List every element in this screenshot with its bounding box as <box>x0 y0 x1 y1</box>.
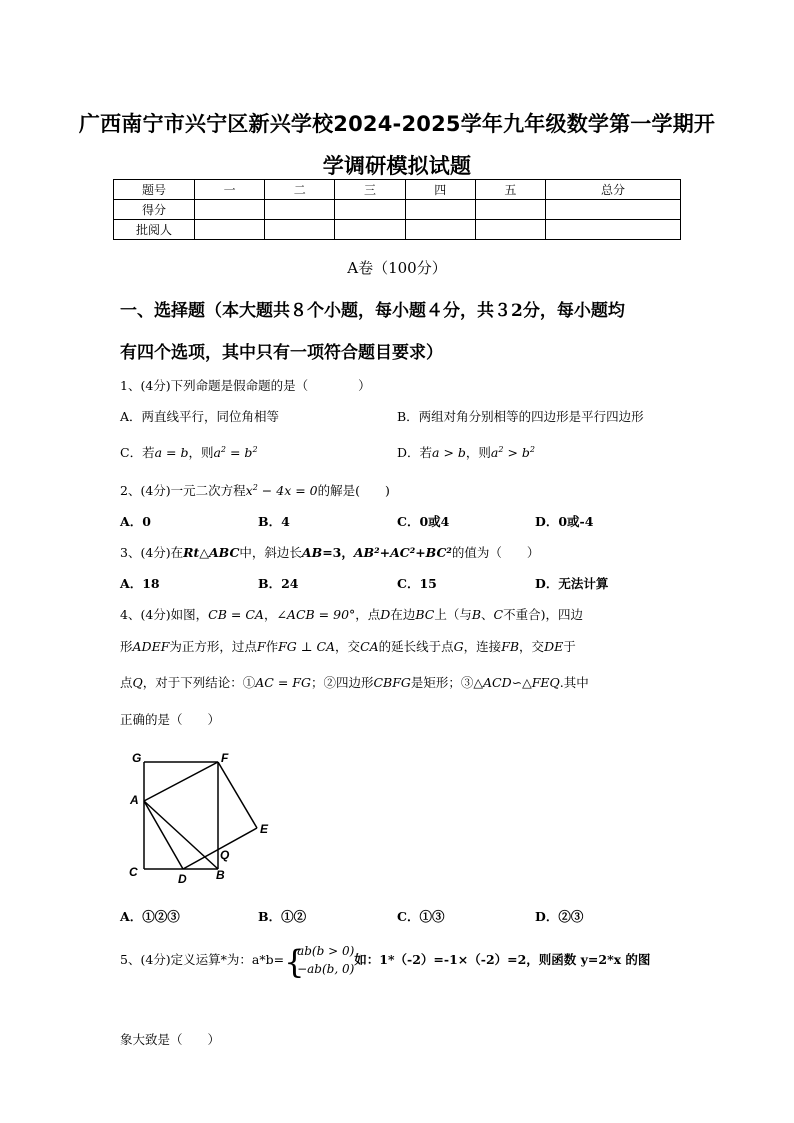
text: ，交 <box>519 639 545 654</box>
score-cell <box>195 200 265 220</box>
text: 4、(4分)如图， <box>120 607 209 622</box>
score-cell <box>475 200 545 220</box>
score-header-cell: 五 <box>475 180 545 200</box>
reviewer-row <box>114 220 681 240</box>
score-header-cell: 总分 <box>546 180 681 200</box>
question-3-option-d: D．无法计算 <box>535 576 609 591</box>
question-4-option-a: A．①②③ <box>120 909 180 924</box>
geometry-figure <box>120 745 280 890</box>
math-expr: CA <box>360 639 379 654</box>
section-heading-line-1: 一、选择题（本大题共８个小题，每小题４分，共３2分，每小题均 <box>120 301 625 321</box>
point-label-c: C <box>129 865 138 879</box>
sum-expr: AB²+AC²+BC² <box>353 545 452 560</box>
math-expr: CB = CA <box>208 607 264 622</box>
question-3-stem <box>120 543 539 561</box>
text: 为正方形，过点 <box>169 639 257 654</box>
point-label-q: Q <box>220 848 230 862</box>
point-label-e: E <box>260 822 269 836</box>
math-expr: FB <box>501 639 520 654</box>
text: ，交 <box>335 639 361 654</box>
math-expr: $x^2 - 4x = 0$ <box>245 482 318 498</box>
case-1: ab(b > 0) <box>297 944 355 958</box>
question-3-eq: =3， <box>322 545 354 560</box>
text: 的延长线于点 <box>378 639 454 654</box>
title-line-1: 广西南宁市兴宁区新兴学校2024-2025学年九年级数学第一学期开 <box>78 112 716 136</box>
score-header-cell: 四 <box>405 180 475 200</box>
score-header-cell: 二 <box>265 180 335 200</box>
score-header-cell: 一 <box>195 180 265 200</box>
question-2-option-b: B．4 <box>258 514 290 529</box>
question-4-line-3 <box>120 673 589 691</box>
text: 上（与 <box>434 607 472 622</box>
math-expr: a > b <box>432 445 466 460</box>
option-d-prefix: D．若 <box>397 445 433 460</box>
score-cell <box>335 200 405 220</box>
reviewer-row-label: 批阅人 <box>114 220 195 240</box>
question-4-line-2 <box>120 637 576 655</box>
segment-af <box>144 762 218 801</box>
text: 不重合)，四边 <box>503 607 584 622</box>
question-4-option-d: D．②③ <box>535 909 584 924</box>
math-expr: FG ⊥ CA <box>278 639 336 654</box>
math-expr: ADEF <box>132 639 170 654</box>
text: 点 <box>120 675 133 690</box>
piecewise-definition <box>284 942 355 981</box>
score-cell <box>546 200 681 220</box>
question-1-option-b: B．两组对角分别相等的四边形是平行四边形 <box>397 409 644 424</box>
math-expr: F <box>256 639 266 654</box>
segment-ad <box>144 801 183 869</box>
text: ，对于下列结论：① <box>142 675 256 690</box>
text: 作 <box>265 639 279 654</box>
question-2-option-c: C．0或4 <box>397 514 450 529</box>
question-3-prefix: 3、(4分)在 <box>120 545 184 560</box>
left-brace: { <box>284 943 305 981</box>
triangle-name: Rt△ABC <box>183 545 240 560</box>
segment-fe <box>218 762 257 828</box>
point-label-d: D <box>178 872 187 886</box>
question-2-stem <box>120 481 390 499</box>
question-3-option-c: C．15 <box>397 576 437 591</box>
question-5-line-2: 象大致是（ ） <box>120 1032 221 1047</box>
option-c-prefix: C．若 <box>120 445 155 460</box>
volume-label: A卷（100分） <box>347 259 447 277</box>
question-1-option-d <box>397 443 535 461</box>
question-4-line-4: 正确的是（ ） <box>120 712 221 727</box>
math-expr: a = b <box>154 445 189 460</box>
score-row-label: 得分 <box>114 200 195 220</box>
question-3-option-b: B．24 <box>258 576 299 591</box>
reviewer-cell <box>405 220 475 240</box>
math-expr: DE <box>544 639 564 654</box>
math-expr: D <box>380 607 391 622</box>
question-4-line-1 <box>120 605 583 623</box>
question-2-prefix: 2、(4分)一元二次方程 <box>120 483 246 498</box>
text: 是矩形；③ <box>410 675 474 690</box>
point-label-b: B <box>216 868 225 882</box>
text: 在边 <box>390 607 416 622</box>
question-1-option-a: A．两直线平行，同位角相等 <box>120 409 280 424</box>
math-expr: $a^2 = b^2$ <box>213 444 258 460</box>
math-expr: CBFG <box>373 675 411 690</box>
math-expr: △ACD∽△FEQ <box>473 675 560 690</box>
text: 、 <box>481 607 494 622</box>
case-2: −ab(b, 0) <box>297 962 355 976</box>
question-3-option-a: A．18 <box>120 576 160 591</box>
math-expr: ∠ACB = 90° <box>276 607 356 622</box>
text: 于 <box>563 639 576 654</box>
question-4-option-b: B．①② <box>258 909 307 924</box>
text: ；②四边形 <box>310 675 374 690</box>
reviewer-cell <box>195 220 265 240</box>
title-line-2: 学调研模拟试题 <box>322 154 472 178</box>
math-expr: BC <box>415 607 435 622</box>
math-expr: $a^2 > b^2$ <box>490 444 535 460</box>
question-2-option-d: D．0或-4 <box>535 514 594 529</box>
score-header-cell: 三 <box>335 180 405 200</box>
math-expr: C <box>493 607 504 622</box>
math-expr: B <box>471 607 482 622</box>
question-5-prefix: 5、(4分)定义运算*为：a*b= <box>120 952 285 967</box>
reviewer-cell <box>335 220 405 240</box>
question-3-suffix: 的值为（ ） <box>451 545 540 560</box>
question-5-line-1 <box>120 942 651 981</box>
math-expr: AC = FG <box>255 675 311 690</box>
segment-ab: AB <box>301 545 323 560</box>
text: ，点 <box>355 607 381 622</box>
reviewer-cell <box>265 220 335 240</box>
reviewer-cell <box>546 220 681 240</box>
text: ， <box>263 607 277 622</box>
score-row <box>114 200 681 220</box>
question-2-suffix: 的解是( ) <box>317 483 390 498</box>
text: ，连接 <box>463 639 502 654</box>
score-table-header-row <box>114 180 681 200</box>
segment-ab <box>144 801 218 869</box>
score-table <box>113 179 681 240</box>
question-1-option-c <box>120 443 258 461</box>
section-heading-line-2: 有四个选项，其中只有一项符合题目要求） <box>120 343 443 363</box>
question-3-mid: 中，斜边长 <box>239 545 302 560</box>
point-label-f: F <box>221 751 229 765</box>
question-4-option-c: C．①③ <box>397 909 445 924</box>
option-c-then: ，则 <box>188 445 214 460</box>
text: 形 <box>120 639 133 654</box>
score-cell <box>405 200 475 220</box>
score-cell <box>265 200 335 220</box>
question-2-option-a: A．0 <box>120 514 151 529</box>
question-5-suffix: 如：1*（-2）=-1×（-2）=2，则函数 y=2*x 的图 <box>354 952 651 967</box>
question-1-stem: 1、(4分)下列命题是假命题的是（ ） <box>120 378 371 393</box>
text: .其中 <box>559 675 589 690</box>
math-expr: G <box>453 639 464 654</box>
math-expr: Q <box>132 675 143 690</box>
reviewer-cell <box>475 220 545 240</box>
option-d-then: ，则 <box>465 445 491 460</box>
point-label-a: A <box>130 793 139 807</box>
score-header-cell: 题号 <box>114 180 195 200</box>
point-label-g: G <box>132 751 142 765</box>
